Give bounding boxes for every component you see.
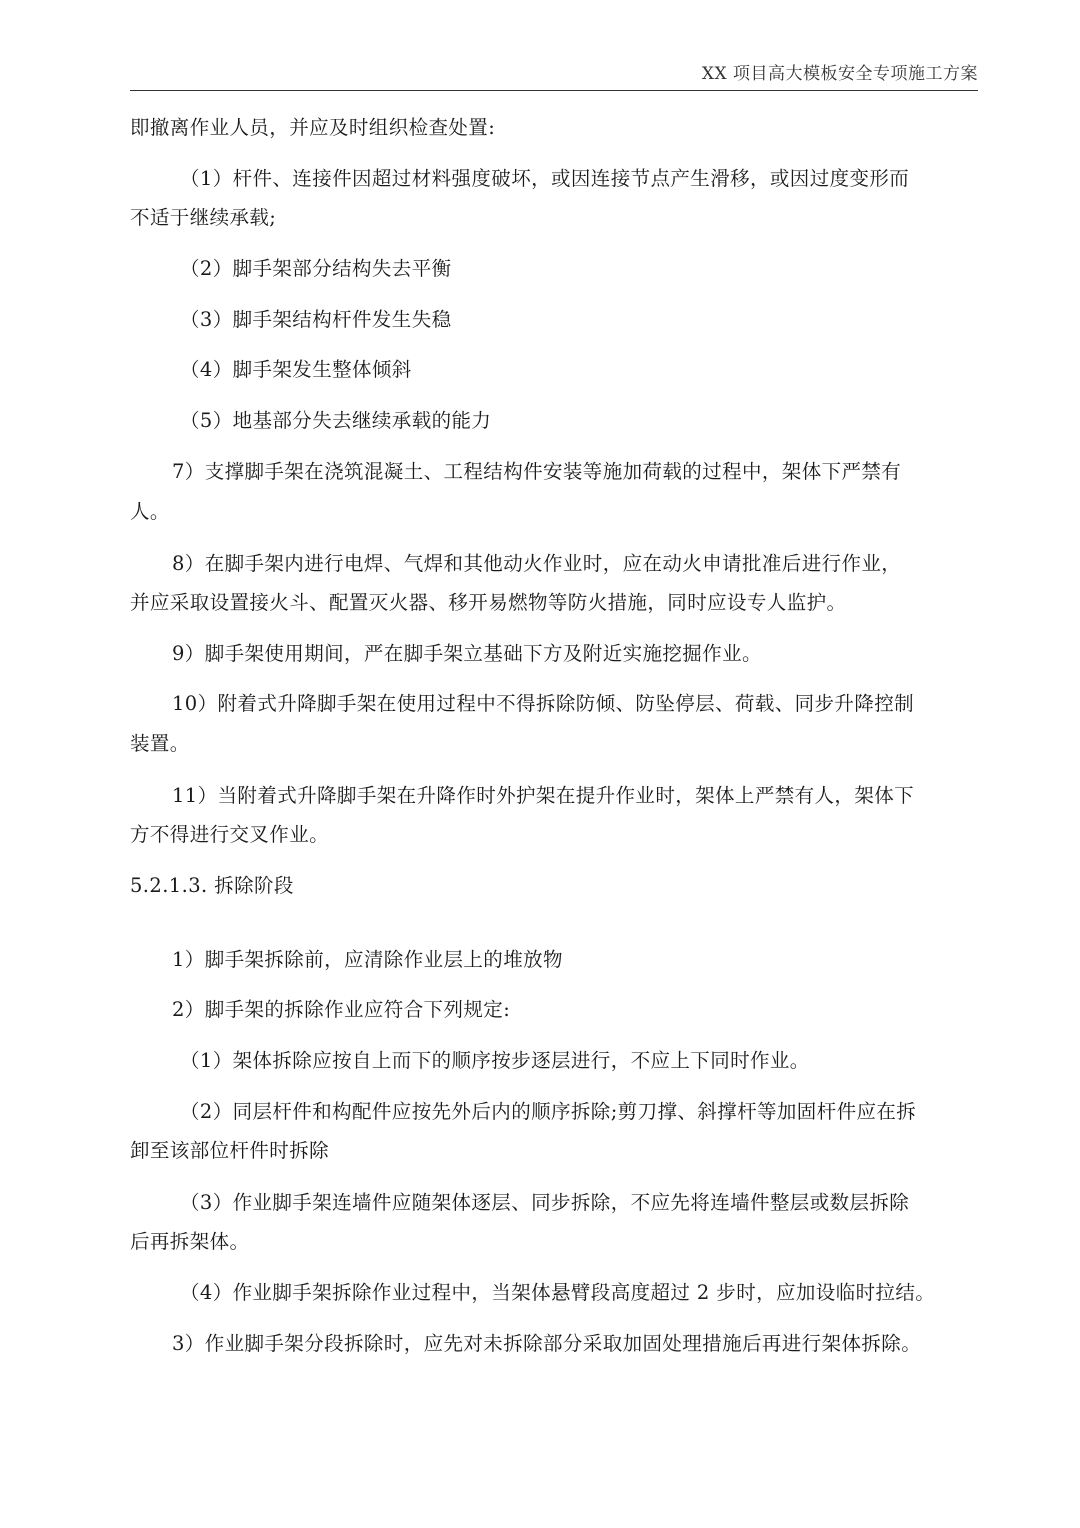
paragraph — [130, 167, 1030, 191]
text-line: 卸至该部位杆件时拆除 — [130, 1139, 330, 1162]
text-line: （1）杆件、连接件因超过材料强度破坏，或因连接节点产生滑移，或因过度变形而 — [180, 167, 910, 190]
text-line: （2）脚手架部分结构失去平衡 — [180, 257, 452, 280]
paragraph-continuation — [130, 591, 980, 615]
text-line: 1）脚手架拆除前，应清除作业层上的堆放物 — [172, 948, 563, 971]
paragraph-continuation — [130, 206, 980, 230]
paragraph — [130, 1281, 1030, 1305]
paragraph-continuation — [130, 823, 980, 847]
section-heading — [130, 874, 980, 898]
paragraph — [130, 460, 1022, 484]
text-line: （2）同层杆件和构配件应按先外后内的顺序拆除;剪刀撑、斜撑杆等加固杆件应在拆 — [180, 1100, 917, 1123]
paragraph — [130, 1332, 1022, 1356]
paragraph — [130, 308, 1030, 332]
text-line: （4）脚手架发生整体倾斜 — [180, 358, 412, 381]
text-line: 3）作业脚手架分段拆除时，应先对未拆除部分采取加固处理措施后再进行架体拆除。 — [172, 1332, 922, 1355]
text-line: （3）作业脚手架连墙件应随架体逐层、同步拆除，不应先将连墙件整层或数层拆除 — [180, 1191, 910, 1214]
paragraph — [130, 1049, 1030, 1073]
page-header — [130, 62, 978, 91]
text-line: 2）脚手架的拆除作业应符合下列规定: — [172, 998, 511, 1021]
paragraph — [130, 257, 1030, 281]
header-title: XX 项目高大模板安全专项施工方案 — [701, 64, 978, 84]
text-line: 即撤离作业人员，并应及时组织检查处置: — [130, 116, 496, 139]
paragraph-continuation — [130, 732, 980, 756]
text-line: （4）作业脚手架拆除作业过程中，当架体悬臂段高度超过 2 步时，应加设临时拉结。 — [180, 1281, 936, 1304]
text-line: （5）地基部分失去继续承载的能力 — [180, 409, 492, 432]
text-line: 装置。 — [130, 732, 190, 755]
text-line: 后再拆架体。 — [130, 1230, 250, 1253]
paragraph — [130, 998, 1022, 1022]
paragraph — [130, 948, 1022, 972]
text-line: 不适于继续承载; — [130, 206, 277, 229]
paragraph — [130, 552, 1022, 576]
text-line: （1）架体拆除应按自上而下的顺序按步逐层进行，不应上下同时作业。 — [180, 1049, 810, 1072]
text-line: 7）支撑脚手架在浇筑混凝土、工程结构件安装等施加荷载的过程中，架体下严禁有 — [172, 460, 902, 483]
text-line: 10）附着式升降脚手架在使用过程中不得拆除防倾、防坠停层、荷载、同步升降控制 — [172, 692, 915, 715]
text-line: 人。 — [130, 500, 170, 523]
paragraph — [130, 642, 1022, 666]
text-line: 8）在脚手架内进行电焊、气焊和其他动火作业时，应在动火申请批准后进行作业， — [172, 552, 902, 575]
text-line: 并应采取设置接火斗、配置灭火器、移开易燃物等防火措施，同时应设专人监护。 — [130, 591, 847, 614]
text-line: 9）脚手架使用期间，严在脚手架立基础下方及附近实施挖掘作业。 — [172, 642, 762, 665]
paragraph — [130, 692, 1022, 716]
paragraph-continuation — [130, 1230, 980, 1254]
text-line: 11）当附着式升降脚手架在升降作时外护架在提升作业时，架体上严禁有人，架体下 — [172, 784, 915, 807]
paragraph — [130, 116, 980, 140]
paragraph — [130, 358, 1030, 382]
paragraph-continuation — [130, 500, 980, 524]
text-line: （3）脚手架结构杆件发生失稳 — [180, 308, 452, 331]
paragraph — [130, 1191, 1030, 1215]
text-line: 方不得进行交叉作业。 — [130, 823, 330, 846]
paragraph — [130, 409, 1030, 433]
paragraph — [130, 784, 1022, 808]
paragraph-continuation — [130, 1139, 980, 1163]
paragraph — [130, 1100, 1030, 1124]
text-line: 5.2.1.3. 拆除阶段 — [130, 874, 294, 897]
